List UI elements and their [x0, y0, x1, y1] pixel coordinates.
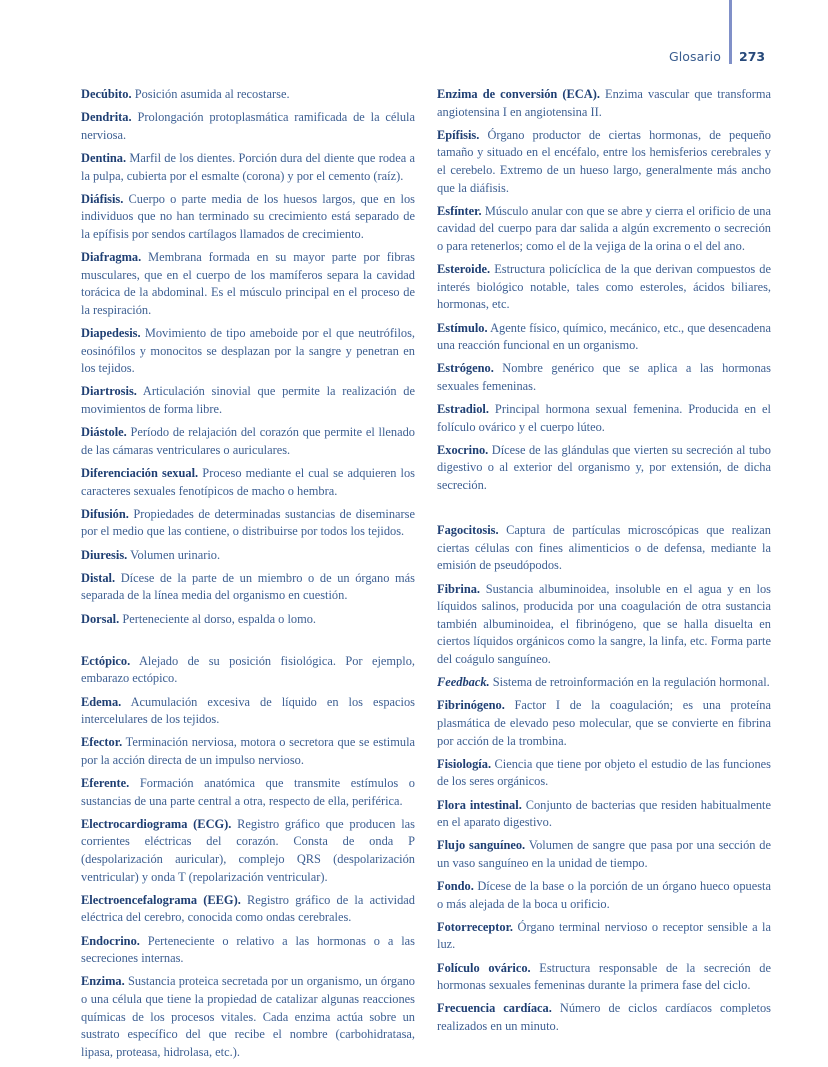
glossary-entry: [437, 960, 771, 995]
glossary-entry: [437, 261, 771, 314]
glossary-term: Enzima de conversión (ECA).: [437, 87, 600, 101]
glossary-definition: Captura de partículas microscópicas que realizan ciertas células con fines alimenticios o de defensa, mediante la emisión de pseudópodos.: [437, 523, 771, 573]
glossary-entry: [81, 249, 415, 319]
glossary-entry: [437, 320, 771, 355]
glossary-definition: Volumen urinario.: [130, 547, 221, 562]
glossary-definition: Membrana formada en su mayor parte por fibras musculares, que en el cuerpo de los mamíferos separa la cavidad torácica de la abdominal. Es el músculo principal en el proceso de la respiración.: [81, 250, 415, 317]
glossary-definition: Propiedades de determinadas sustancias de diseminarse por el medio que las contiene, o distribuirse por todos los tejidos.: [81, 506, 415, 539]
glossary-term: Difusión.: [81, 506, 129, 521]
glossary-term: Epífisis.: [437, 127, 480, 142]
glossary-term: Endocrino.: [81, 933, 140, 948]
glossary-term: Dorsal.: [81, 611, 120, 626]
glossary-definition: Órgano productor de ciertas hormonas, de pequeño tamaño y situado en el encéfalo, entre los hemisferios cerebrales y el cerebelo. Extremo de un hueso largo, generalmente más ancho que la diáfisis.: [437, 127, 771, 195]
glossary-term: Edema.: [81, 694, 122, 709]
glossary-definition: Perteneciente al dorso, espalda o lomo.: [122, 611, 317, 626]
glossary-term: Enzima.: [81, 974, 125, 989]
glossary-definition: Conjunto de bacterias que residen habitualmente en el aparato digestivo.: [437, 797, 771, 830]
glossary-entry: [81, 383, 415, 418]
glossary-definition: Estructura policíclica de la que derivan compuestos de interés biológico notable, tales como esteroles, ácidos biliares, hormonas, etc.: [437, 262, 771, 312]
glossary-entry: [81, 611, 415, 629]
glossary-term: Diástole.: [81, 425, 127, 440]
glossary-definition: Dícese de las glándulas que vierten su secreción al tubo digestivo o al exterior del organismo y, por extensión, de dicha secreción.: [437, 442, 771, 493]
glossary-term: Electroencefalograma (EEG).: [81, 892, 241, 907]
glossary-definition: Posición asumida al recostarse.: [134, 87, 290, 101]
glossary-entry: [437, 697, 771, 750]
glossary-term: Esfínter.: [437, 203, 482, 218]
glossary-entry: [437, 674, 771, 692]
glossary-term: Estrógeno.: [437, 361, 494, 376]
glossary-entry: [81, 775, 415, 810]
glossary-definition: Dícese de la parte de un miembro o de un órgano más separada de la línea media del organismo en cuestión.: [81, 570, 415, 603]
glossary-entry: [81, 547, 415, 565]
glossary-definition: Registro gráfico que producen las corrientes eléctricas del corazón. Consta de onda P (despolarización auricular), complejo QRS (despolarización ventricular) y onda T (repolarización ventricular).: [81, 816, 415, 884]
glossary-definition: Articulación sinovial que permite la realización de movimientos de forma libre.: [81, 384, 415, 417]
glossary-definition: Ciencia que tiene por objeto el estudio de las funciones de los seres orgánicos.: [437, 756, 771, 789]
page-number: 273: [739, 49, 766, 64]
glossary-term: Ectópico.: [81, 653, 131, 668]
glossary-term: Efector.: [81, 735, 123, 750]
glossary-entry: [81, 734, 415, 769]
glossary-definition: Cuerpo o parte media de los huesos largos, que en los individuos que no han terminado su crecimiento está separado de la epífisis por sendos cartílagos llamados de crecimiento.: [81, 191, 415, 241]
page-header: [0, 0, 828, 80]
glossary-entry: [437, 878, 771, 913]
glossary-entry: [81, 506, 415, 541]
glossary-definition: Nombre genérico que se aplica a las hormonas sexuales femeninas.: [437, 361, 771, 393]
glossary-entry: [81, 653, 415, 688]
glossary-definition: Sistema de retroinformación en la regulación hormonal.: [492, 675, 770, 690]
glossary-term: Diafragma.: [81, 250, 142, 265]
glossary-entry: [81, 694, 415, 729]
glossary-definition: Alejado de su posición fisiológica. Por ejemplo, embarazo ectópico.: [81, 653, 415, 686]
glossary-definition: Período de relajación del corazón que permite el llenado de las cámaras ventriculares o auriculares.: [81, 425, 416, 457]
glossary-definition: Principal hormona sexual femenina. Producida en el folículo ovárico y el cuerpo lúteo.: [437, 402, 771, 434]
glossary-definition: Marfil de los dientes. Porción dura del diente que rodea a la pulpa, cubierta por el esmalte (corona) y por el cemento (raíz).: [81, 150, 415, 183]
glossary-definition: Proceso mediante el cual se adquieren los caracteres sexuales fenotípicos de macho o hembra.: [81, 466, 416, 498]
glossary-definition: Agente físico, químico, mecánico, etc., que desencadena una reacción funcional en un organismo.: [437, 320, 771, 353]
glossary-definition: Formación anatómica que transmite estímulos o sustancias de una parte central a otra, respecto de ella, periférica.: [81, 776, 415, 808]
glossary-definition: Registro gráfico de la actividad eléctrica del cerebro, conocida como ondas cerebrales.: [81, 892, 415, 925]
glossary-definition: Prolongación protoplasmática ramificada de la célula nerviosa.: [81, 110, 415, 142]
glossary-definition: Movimiento de tipo ameboide por el que neutrófilos, eosinófilos y monocitos se desplazan por la sangre y penetran en los tejidos.: [81, 326, 415, 376]
glossary-term: Dendrita.: [81, 110, 132, 125]
glossary-term: Flora intestinal.: [437, 797, 522, 812]
glossary-term: Diartrosis.: [81, 384, 137, 399]
section-title: Glosario: [668, 49, 721, 64]
glossary-entry: [437, 360, 771, 395]
glossary-term: Fondo.: [437, 879, 474, 894]
glossary-term: Diuresis.: [81, 547, 128, 562]
glossary-term: Estímulo.: [437, 320, 488, 335]
glossary-term: Esteroide.: [437, 262, 491, 277]
glossary-definition: Terminación nerviosa, motora o secretora que se estimula por la acción directa de un impulso nervioso.: [81, 735, 416, 767]
glossary-entry: [437, 581, 771, 669]
glossary-definition: Músculo anular con que se abre y cierra el orificio de una cavidad del cuerpo para dar salida a algún excremento o secreción o para retenerlos; como el de la vejiga de la orina o el del ano.: [437, 203, 771, 253]
glossary-term: Dentina.: [81, 150, 127, 165]
glossary-entry: [437, 522, 771, 575]
glossary-term: Flujo sanguíneo.: [437, 838, 526, 853]
glossary-entry: [437, 919, 771, 954]
glossary-definition: Factor I de la coagulación; es una proteína plasmática de elevado peso molecular, que se convierte en fibrina por acción de la trombina.: [437, 698, 771, 748]
glossary-term: Diáfisis.: [81, 191, 124, 206]
glossary-term: Distal.: [81, 570, 116, 585]
glossary-entry: [437, 756, 771, 791]
glossary-definition: Enzima vascular que transforma angiotensina I en angiotensina II.: [437, 87, 771, 119]
glossary-definition: Órgano terminal nervioso o receptor sensible a la luz.: [437, 919, 771, 952]
glossary-term: Feedback.: [437, 675, 490, 690]
glossary-term: Eferente.: [81, 776, 130, 791]
glossary-entry: [81, 424, 415, 459]
glossary-term: Fibrina.: [437, 581, 481, 596]
glossary-entry: [437, 401, 771, 436]
glossary-definition: Sustancia proteica secretada por un organismo, un órgano o una célula que tiene la propiedad de catalizar algunas reacciones químicas de los procesos vitales. Cada enzima actúa sobre un sustrato específico del que recibe el nombre (carbohidratasa, lipasa, proteasa, hidrolasa, etc.).: [81, 974, 415, 1059]
glossary-entry: [437, 127, 771, 197]
glossary-entry: [81, 325, 415, 378]
glossary-term: Folículo ovárico.: [437, 960, 531, 975]
glossary-entry: [81, 570, 415, 605]
header-divider-bar: [729, 0, 732, 64]
glossary-entry: [437, 203, 771, 256]
glossary-entry: [81, 191, 415, 244]
letter-section-gap: [437, 500, 771, 522]
glossary-term: Estradiol.: [437, 402, 489, 417]
glossary-entry: [437, 1000, 771, 1035]
glossary-term: Fibrinógeno.: [437, 698, 505, 713]
letter-section-gap: [81, 634, 415, 653]
glossary-term: Exocrino.: [437, 442, 489, 457]
glossary-definition: Estructura responsable de la secreción de hormonas sexuales femeninas durante la primera fase del ciclo.: [437, 960, 771, 993]
glossary-entry: [437, 797, 771, 832]
glossary-term: Fisiología.: [437, 756, 492, 771]
glossary-definition: Perteneciente o relativo a las hormonas o a las secreciones internas.: [81, 933, 415, 966]
glossary-term: Decúbito.: [81, 87, 132, 101]
glossary-definition: Sustancia albuminoidea, insoluble en el agua y en los líquidos salinos, producida por una coagulación de otra sustancia también albuminoidea, el fibrinógeno, que se halla disuelta en ciertos líquidos orgánicos como la sangre, la linfa, etc. Forma parte del coágulo sanguíneo.: [437, 581, 771, 666]
glossary-entry: [81, 892, 415, 927]
glossary-column-right: [437, 86, 771, 1041]
glossary-term: Frecuencia cardíaca.: [437, 1001, 552, 1016]
glossary-term: Fotorreceptor.: [437, 919, 514, 934]
glossary-term: Diferenciación sexual.: [81, 466, 199, 481]
glossary-definition: Número de ciclos cardíacos completos realizados en un minuto.: [437, 1001, 771, 1033]
glossary-entry: [81, 109, 415, 144]
glossary-entry: [437, 442, 771, 495]
glossary-entry: [437, 86, 771, 121]
glossary-entry: [81, 816, 415, 886]
glossary-entry: [81, 973, 415, 1061]
glossary-column-left: [81, 86, 415, 1067]
glossary-entry: [81, 465, 415, 500]
glossary-term: Diapedesis.: [81, 326, 141, 341]
glossary-entry: [81, 150, 415, 185]
glossary-definition: Acumulación excesiva de líquido en los espacios intercelulares de los tejidos.: [81, 694, 415, 727]
glossary-entry: [437, 837, 771, 872]
glossary-term: Electrocardiograma (ECG).: [81, 816, 232, 831]
glossary-entry: [81, 86, 415, 104]
glossary-term: Fagocitosis.: [437, 523, 499, 538]
glossary-entry: [81, 933, 415, 968]
glossary-definition: Volumen de sangre que pasa por una sección de un vaso sanguíneo en la unidad de tiempo.: [437, 838, 771, 870]
glossary-definition: Dícese de la base o la porción de un órgano hueco opuesta o más alejada de la boca u orificio.: [437, 879, 771, 911]
